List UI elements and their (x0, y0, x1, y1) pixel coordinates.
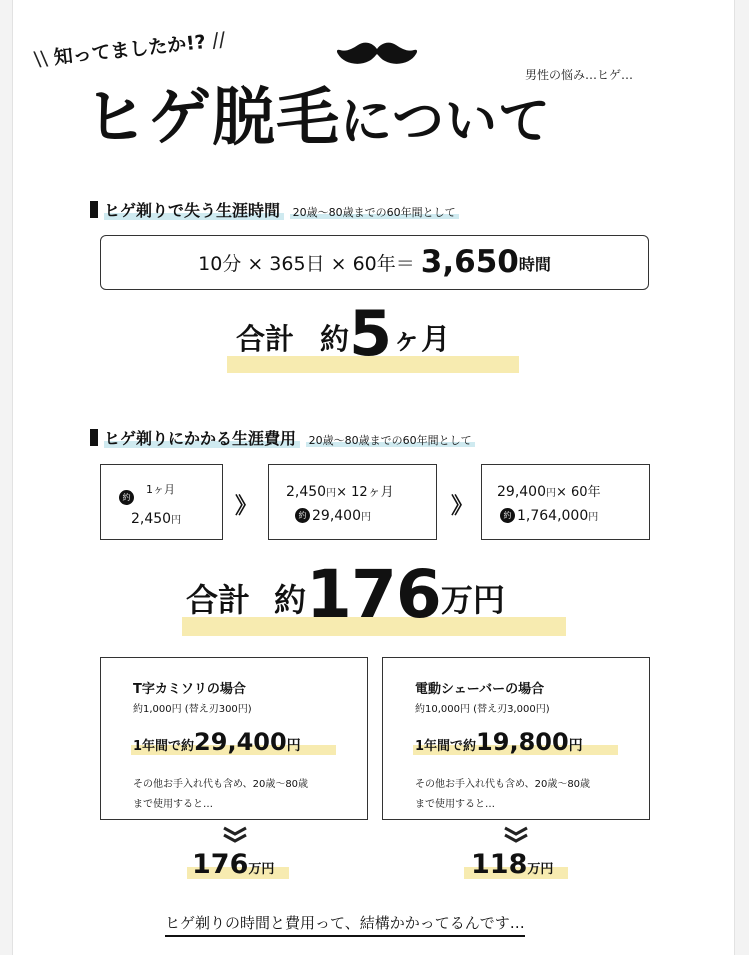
right-page-edge (734, 0, 749, 955)
total-unit: ヶ月 (392, 322, 451, 356)
step-value: 約 29,400円 (295, 505, 371, 524)
formula-unit: 時間 (518, 255, 551, 274)
card-year-cost: 1年間で約29,400円 (133, 728, 301, 756)
heading-text: ヒゲ剃りで失う生涯時間 (104, 201, 284, 220)
cost-step-yearly (268, 464, 437, 540)
title-part-2: について (340, 92, 551, 152)
intro-left-marks: \\ (32, 44, 56, 71)
card-other-note: その他お手入れ代も含め、20歳～80歳 まで使用すると… (133, 779, 309, 810)
left-page-edge (0, 0, 13, 955)
step-top: 2,450円× 12ヶ月 (286, 484, 394, 500)
step-top: 29,400円× 60年 (497, 484, 601, 500)
page-title (84, 81, 551, 154)
formula-value: 3,650 (420, 244, 519, 280)
total-approx: 約 (274, 581, 307, 619)
cost-step-monthly (100, 464, 223, 540)
subtitle: 男性の悩み…ヒゲ… (525, 68, 634, 82)
shaver-result: 118万円 (471, 849, 554, 880)
footer-text: ヒゲ剃りの時間と費用って、結構かかってるんです… (165, 912, 525, 937)
card-other-note: その他お手入れ代も含め、20歳～80歳 まで使用すると… (415, 779, 591, 810)
card-title: 電動シェーバーの場合 (415, 682, 545, 697)
heading-note: 20歳～80歳までの60年間として (290, 206, 459, 219)
total-approx: 約 (320, 322, 350, 356)
total-value: 5 (349, 297, 393, 370)
step-value: 約 1,764,000円 (500, 505, 598, 524)
section-heading-time (90, 198, 459, 221)
card-title: T字カミソリの場合 (133, 682, 246, 697)
cost-total (186, 556, 505, 633)
total-unit: 万円 (440, 581, 505, 619)
razor-card (100, 657, 368, 820)
arrow-icon: 》 (451, 494, 474, 519)
intro-callout (33, 25, 227, 72)
step-top: 1ヶ月 (146, 483, 175, 496)
intro-right-marks: // (204, 26, 227, 53)
total-value: 176 (306, 556, 441, 633)
shaver-card (382, 657, 650, 820)
heading-text: ヒゲ剃りにかかる生涯費用 (104, 429, 300, 448)
heading-bar (90, 201, 98, 218)
step-value: 2,450円 (131, 511, 182, 527)
arrow-icon: 》 (235, 494, 258, 519)
approx-badge: 約 (119, 490, 134, 505)
razor-result: 176万円 (192, 849, 275, 880)
time-formula-box (100, 235, 649, 290)
double-chevron-down-icon (503, 826, 529, 844)
section-heading-cost (90, 426, 475, 449)
time-total (236, 297, 451, 370)
approx-badge: 約 (500, 508, 515, 523)
formula-prefix: 10分 × 365日 × 60年＝ (198, 253, 415, 275)
approx-badge: 約 (295, 508, 310, 523)
cost-step-lifetime (481, 464, 650, 540)
double-chevron-down-icon (222, 826, 248, 844)
total-label: 合計 (236, 322, 295, 356)
card-price: 約10,000円 (替え刃3,000円) (415, 704, 550, 715)
total-label: 合計 (186, 581, 251, 619)
intro-text: 知ってましたか!? (52, 31, 207, 69)
card-price: 約1,000円 (替え刃300円) (133, 704, 252, 715)
title-part-1: ヒゲ脱毛 (84, 81, 340, 154)
heading-note: 20歳～80歳までの60年間として (306, 434, 475, 447)
card-year-cost: 1年間で約19,800円 (415, 728, 583, 756)
heading-bar (90, 429, 98, 446)
mustache-icon (336, 38, 418, 72)
